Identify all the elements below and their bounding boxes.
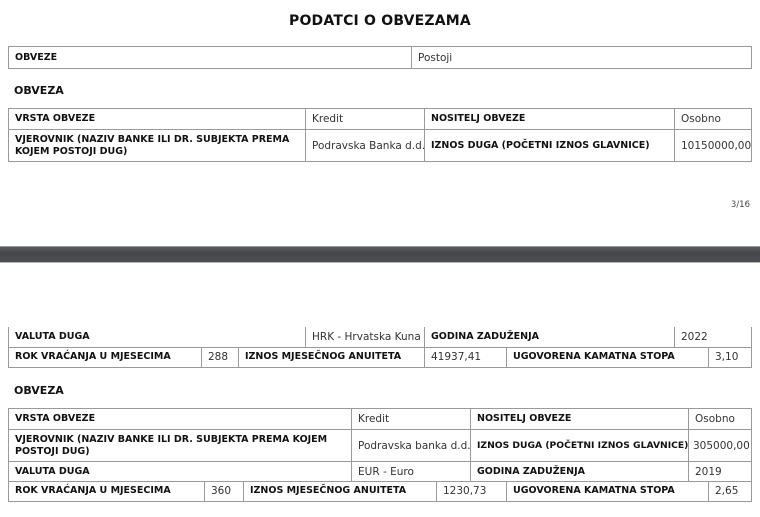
table-row: [9, 409, 752, 430]
table-row: [9, 327, 752, 347]
rok-value: 360: [205, 481, 244, 501]
table-row: [9, 130, 752, 162]
table-row: [9, 462, 752, 482]
vrsta-obveze-value: Kredit: [306, 109, 425, 130]
anuitet-label: IZNOS MJESEČNOG ANUITETA: [244, 481, 437, 501]
vrsta-obveze-value: Kredit: [352, 409, 471, 430]
vrsta-obveze-label: VRSTA OBVEZE: [9, 409, 352, 430]
page-title: PODATCI O OBVEZAMA: [289, 13, 471, 29]
valuta-label: VALUTA DUGA: [9, 462, 352, 482]
kamata-label: UGOVORENA KAMATNA STOPA: [507, 347, 709, 367]
table-row: [9, 109, 752, 130]
nositelj-label: NOSITELJ OBVEZE: [471, 409, 689, 430]
summary-row: [9, 47, 752, 69]
page-number: 3/16: [730, 200, 750, 210]
godina-label: GODINA ZADUŽENJA: [471, 462, 689, 482]
kamata-label: UGOVORENA KAMATNA STOPA: [507, 481, 709, 501]
obligation-2-table-part1: [8, 408, 752, 482]
rok-label: ROK VRAĆANJA U MJESECIMA: [9, 481, 205, 501]
valuta-value: HRK - Hrvatska Kuna: [306, 327, 425, 347]
godina-label: GODINA ZADUŽENJA: [425, 327, 675, 347]
rok-value: 288: [202, 347, 239, 367]
valuta-label: VALUTA DUGA: [9, 327, 306, 347]
obligation-1-table-part2-b: [8, 347, 752, 368]
nositelj-value: Osobno: [675, 109, 752, 130]
table-row: [9, 347, 752, 367]
godina-value: 2019: [689, 462, 752, 482]
valuta-value: EUR - Euro: [352, 462, 471, 482]
obligation-2-table-part2: [8, 481, 752, 502]
vrsta-obveze-label: VRSTA OBVEZE: [9, 109, 306, 130]
kamata-value: 3,10: [709, 347, 752, 367]
obligation-1-table-part2-a: [8, 327, 752, 348]
obveze-value: Postoji: [412, 47, 752, 69]
anuitet-value: 41937,41: [425, 347, 507, 367]
table-row: [9, 430, 752, 462]
document-page-3: [0, 0, 760, 246]
obligation-2-title: OBVEZA: [14, 384, 64, 397]
vjerovnik-label: VJEROVNIK (NAZIV BANKE ILI DR. SUBJEKTA PREMA KOJEM POSTOJI DUG): [9, 130, 306, 162]
iznos-duga-label: IZNOS DUGA (POČETNI IZNOS GLAVNICE): [471, 430, 689, 462]
iznos-duga-value: 10150000,00: [675, 130, 752, 162]
godina-value: 2022: [675, 327, 752, 347]
summary-table: [8, 46, 752, 69]
iznos-duga-label: IZNOS DUGA (POČETNI IZNOS GLAVNICE): [425, 130, 675, 162]
nositelj-value: Osobno: [689, 409, 752, 430]
anuitet-value: 1230,73: [437, 481, 507, 501]
table-row: [9, 481, 752, 501]
vjerovnik-value: Podravska banka d.d.: [352, 430, 471, 462]
nositelj-label: NOSITELJ OBVEZE: [425, 109, 675, 130]
anuitet-label: IZNOS MJESEČNOG ANUITETA: [239, 347, 425, 367]
iznos-duga-value: 305000,00: [689, 430, 752, 462]
obligation-1-table-part1: [8, 108, 752, 162]
kamata-value: 2,65: [709, 481, 752, 501]
vjerovnik-value: Podravska Banka d.d.: [306, 130, 425, 162]
rok-label: ROK VRAĆANJA U MJESECIMA: [9, 347, 202, 367]
document-page-4: [0, 263, 760, 517]
page-separator: [0, 246, 760, 263]
vjerovnik-label: VJEROVNIK (NAZIV BANKE ILI DR. SUBJEKTA PREMA KOJEM POSTOJI DUG): [9, 430, 352, 462]
obveze-label: OBVEZE: [9, 47, 412, 69]
obligation-1-title: OBVEZA: [14, 84, 64, 97]
